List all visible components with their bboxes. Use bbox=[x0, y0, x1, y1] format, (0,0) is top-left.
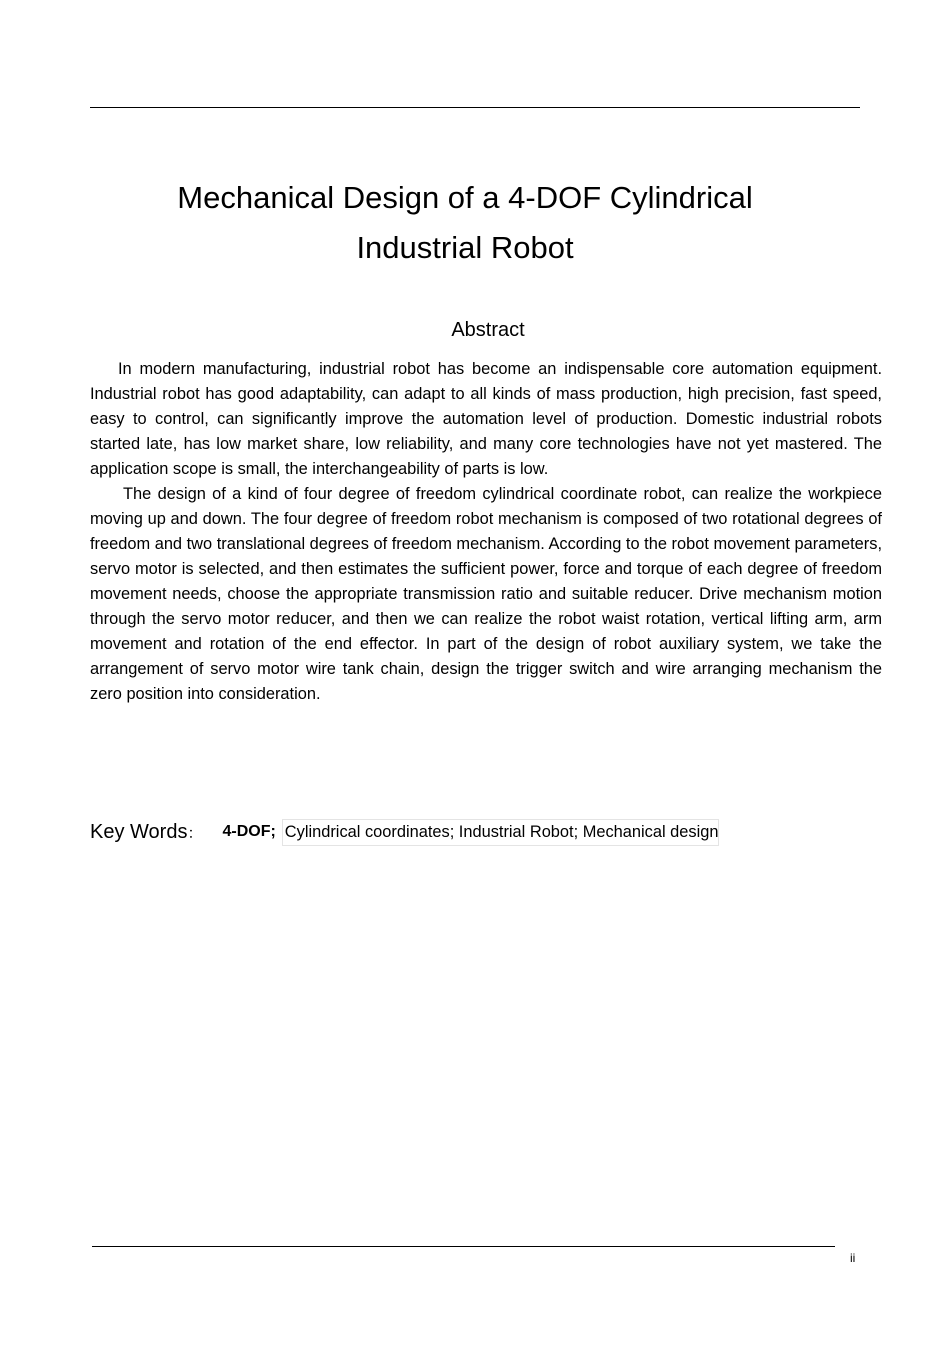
keywords-line bbox=[90, 817, 719, 847]
footer-rule bbox=[92, 1246, 835, 1247]
keywords-label: Key Words bbox=[90, 820, 188, 843]
abstract-body bbox=[90, 357, 882, 707]
title-line-1: Mechanical Design of a 4-DOF Cylindrical bbox=[177, 180, 753, 215]
header-rule bbox=[90, 107, 860, 108]
keywords-colon: ： bbox=[187, 824, 203, 842]
page-title bbox=[0, 173, 930, 273]
page-number: ii bbox=[850, 1251, 856, 1265]
abstract-paragraph-2: The design of a kind of four degree of freedom cylindrical coordinate robot, can realize the workpiece moving up and down. The four degree of freedom robot mechanism is composed of two rotational degrees of freedom and two translational degrees of freedom mechanism. According to the robot movement parameters, servo motor is selected, and then estimates the sufficient power, force and torque of each degree of freedom movement needs, choose the appropriate transmission ratio and suitable reducer. Drive mechanism motion through the servo motor reducer, and then we can realize the robot waist rotation, vertical lifting arm, arm movement and rotation of the end effector. In part of the design of robot auxiliary system, we take the arrangement of servo motor wire tank chain, design the trigger switch and wire arranging mechanism the zero position into consideration. bbox=[90, 485, 882, 703]
keywords-list: Cylindrical coordinates; Industrial Robot; Mechanical design bbox=[282, 819, 720, 846]
title-line-2: Industrial Robot bbox=[356, 230, 574, 265]
abstract-heading: Abstract bbox=[451, 319, 525, 341]
abstract-paragraph-1: In modern manufacturing, industrial robot has become an indispensable core automation equipment. Industrial robot has good adaptability, can adapt to all kinds of mass production, high precision, fast speed, easy to control, can significantly improve the automation level of production. Domestic industrial robots started late, has low market share, low reliability, and many core technologies have not yet mastered. The application scope is small, the interchangeability of parts is low. bbox=[90, 360, 882, 478]
keyword-4dof: 4-DOF; bbox=[222, 823, 276, 840]
